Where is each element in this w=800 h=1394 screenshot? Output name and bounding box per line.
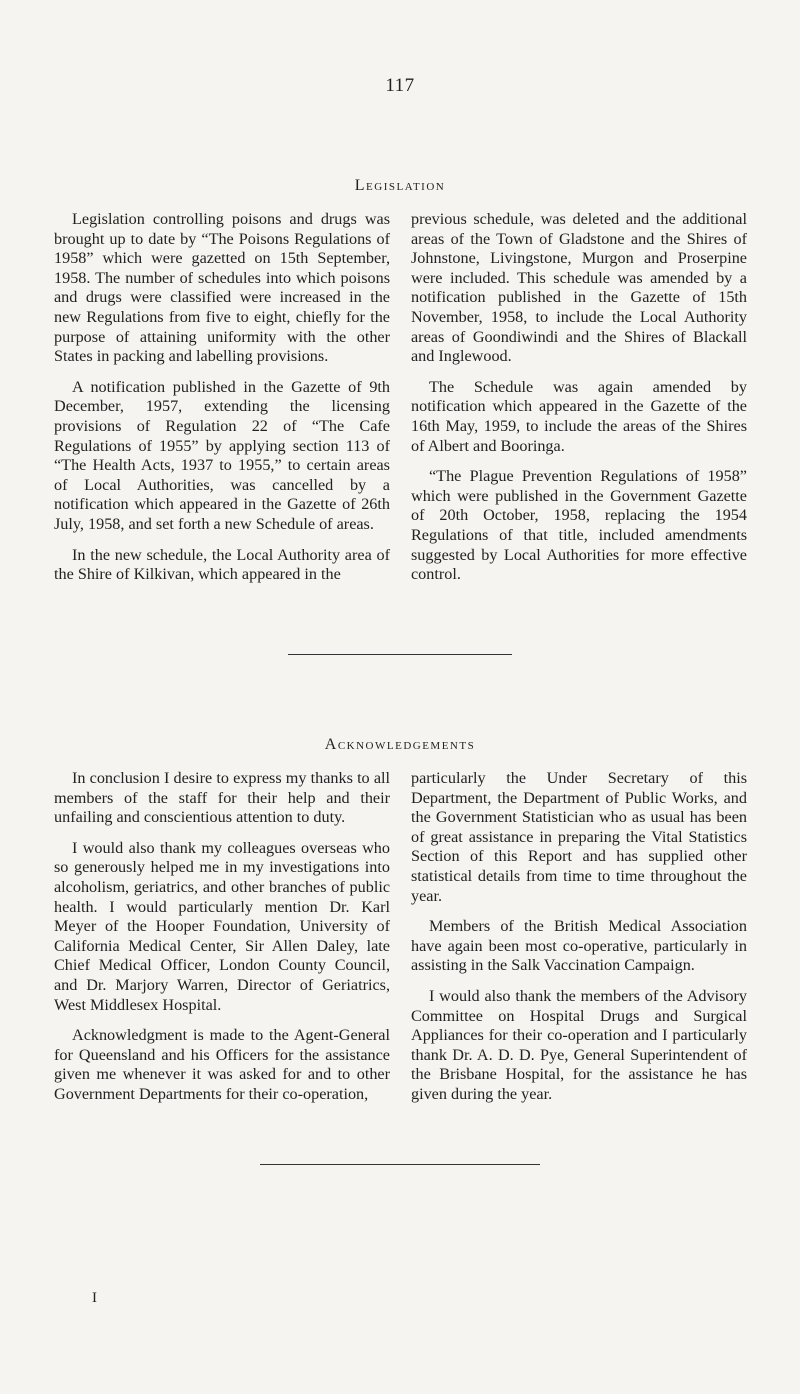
paragraph: I would also thank the members of the Advisory Committee on Hospital Drugs and Surgical Appliances for their co-operation and I particularly thank Dr. A. D. D. Pye, General Superintendent of the Brisbane Hospital, for the assistance he has given during the year. <box>411 986 747 1103</box>
paragraph: “The Plague Prevention Regulations of 1958” which were published in the Government Gazette of 20th October, 1958, replacing the 1954 Regulations of that title, included amendments suggested by Local Authorities for more effective control. <box>411 467 747 584</box>
page-number: 117 <box>385 75 415 96</box>
footer-signature-mark: I <box>92 1290 97 1306</box>
legislation-heading: Legislation <box>354 177 446 194</box>
paragraph: I would also thank my colleagues overseas who so generously helped me in my investigations into alcoholism, geriatrics, and other branches of public health. I would particularly mention Dr. Karl Meyer of the Hooper Foundation, University of California Medical Center, Sir Allen Daley, late Chief Medical Officer, London County Council, and Dr. Marjory Warren, Director of Geriatrics, West Middlesex Hospital. <box>54 838 390 1014</box>
acknowledgements-right-column <box>411 769 747 1116</box>
paragraph: Acknowledgment is made to the Agent-General for Queensland and his Officers for the assistance given me whenever it was asked for and to other Government Departments for their co-operation, <box>54 1026 390 1103</box>
paragraph: In the new schedule, the Local Authority area of the Shire of Kilkivan, which appeared in the <box>54 545 390 584</box>
section-divider <box>288 654 512 655</box>
paragraph: Members of the British Medical Association have again been most co-operative, particularly in assisting in the Salk Vaccination Campaign. <box>411 917 747 975</box>
acknowledgements-heading: Acknowledgements <box>324 736 476 753</box>
paragraph: The Schedule was again amended by notification which appeared in the Gazette of the 16th May, 1959, to include the areas of the Shires of Albert and Booringa. <box>411 377 747 455</box>
legislation-right-column <box>411 210 747 596</box>
end-divider <box>260 1164 540 1165</box>
acknowledgements-left-column <box>54 769 390 1116</box>
paragraph: A notification published in the Gazette of 9th December, 1957, extending the licensing provisions of Regulation 22 of “The Cafe Regulations of 1955” by applying section 113 of “The Health Acts, 1937 to 1955,” to certain areas of Local Authorities, was cancelled by a notification which appeared in the Gazette of 26th July, 1958, and set forth a new Schedule of areas. <box>54 377 390 533</box>
paragraph: Legislation controlling poisons and drugs was brought up to date by “The Poisons Regulations of 1958” which were gazetted on 15th September, 1958. The number of schedules into which poisons and drugs were classified were increased in the new Regulations from five to eight, chiefly for the purpose of attaining uniformity with the other States in packing and labelling provisions. <box>54 210 390 366</box>
paragraph: previous schedule, was deleted and the additional areas of the Town of Gladstone and the Shires of Johnstone, Livingstone, Murgon and Proserpine were included. This schedule was amended by a notification published in the Gazette of 15th November, 1958, to include the Local Authority areas of Goondiwindi and the Shires of Blackall and Inglewood. <box>411 210 747 366</box>
legislation-left-column <box>54 210 390 596</box>
paragraph: In conclusion I desire to express my thanks to all members of the staff for their help and their unfailing and conscientious attention to duty. <box>54 769 390 827</box>
paragraph: particularly the Under Secretary of this Department, the Department of Public Works, and the Government Statistician who as usual has been of great assistance in preparing the Vital Statistics Section of this Report and has supplied other statistical details from time to time throughout the year. <box>411 769 747 905</box>
